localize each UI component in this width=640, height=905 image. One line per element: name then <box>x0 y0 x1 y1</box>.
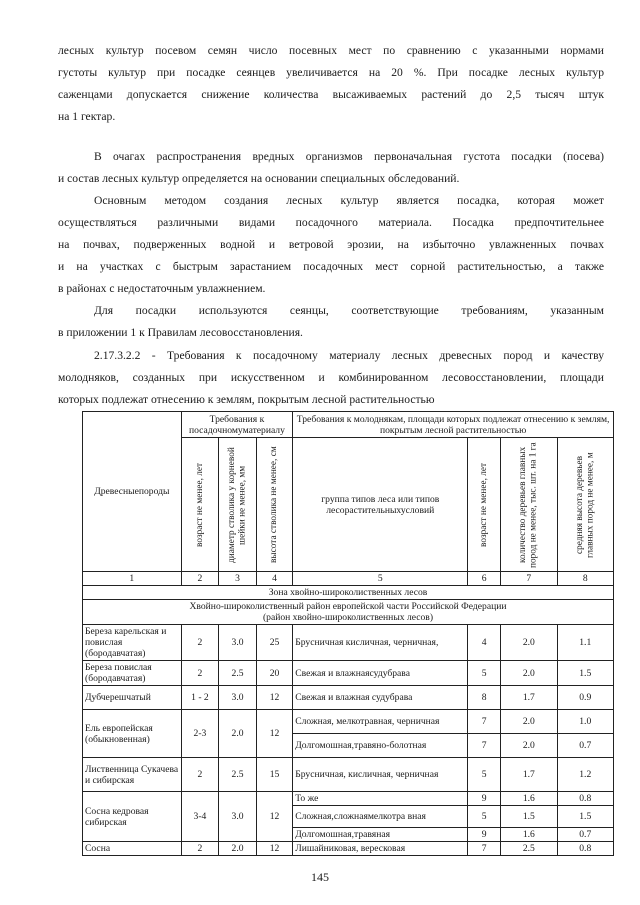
cell-height: 12 <box>256 792 292 842</box>
cell-species: Береза карельская и повислая (бородавчатая) <box>83 625 182 661</box>
text-line: и на участках с быстрым зарастанием посадочных мест сорной растительностью, а также <box>58 260 604 273</box>
text-line: густоты культур при посадке сеянцев увеличивается на 20 %. При посадке лесных культур <box>58 66 604 79</box>
text-line: которых подлежат отнесению к землям, покрытым лесной растительностью <box>58 393 435 406</box>
col-number: 5 <box>293 572 468 586</box>
col-number: 3 <box>219 572 257 586</box>
cell-species: Лиственница Сукачева и сибирская <box>83 758 182 792</box>
cell-forest-type: Лишайниковая, вересковая <box>293 842 468 856</box>
paragraph-4 <box>58 300 604 344</box>
cell-diameter: 2.0 <box>219 842 257 856</box>
cell-diameter: 3.0 <box>219 625 257 661</box>
cell-avg-height: 0.8 <box>557 792 613 806</box>
cell-avg-height: 1.5 <box>557 661 613 686</box>
header-diameter: диаметр стволика у корневой шейки не менее, мм <box>219 438 257 572</box>
table-row <box>83 686 614 710</box>
cell-forest-type: Сложная,сложнаямелкотра вная <box>293 806 468 828</box>
col-number: 6 <box>468 572 501 586</box>
table-row <box>83 842 614 856</box>
cell-avg-height: 1.2 <box>557 758 613 792</box>
cell-avg-height: 1.5 <box>557 806 613 828</box>
cell-forest-type: То же <box>293 792 468 806</box>
cell-avg-height: 0.7 <box>557 828 613 842</box>
cell-count: 2.0 <box>501 734 557 758</box>
cell-count: 1.7 <box>501 686 557 710</box>
cell-age: 1 - 2 <box>181 686 219 710</box>
text-line: на почвах, подверженных водной и ветровой эрозии, на избыточно увлажненных почвах <box>58 238 604 251</box>
cell-diameter: 2.0 <box>219 710 257 758</box>
cell-young-age: 4 <box>468 625 501 661</box>
cell-species: Дубчерешчатый <box>83 686 182 710</box>
cell-species: Сосна кедровая сибирская <box>83 792 182 842</box>
cell-species: Береза повислая (бородавчатая) <box>83 661 182 686</box>
cell-avg-height: 0.7 <box>557 734 613 758</box>
page-number: 145 <box>311 870 329 884</box>
cell-height: 12 <box>256 842 292 856</box>
table-row <box>83 661 614 686</box>
header-age: возраст не менее, лет <box>181 438 219 572</box>
cell-height: 12 <box>256 686 292 710</box>
paragraph-5 <box>58 345 604 411</box>
cell-avg-height: 0.9 <box>557 686 613 710</box>
table-row <box>83 758 614 792</box>
cell-count: 1.6 <box>501 792 557 806</box>
cell-count: 2.0 <box>501 710 557 734</box>
text-line: 2.17.3.2.2 - Требования к посадочному материалу лесных древесных пород и качеству <box>94 349 604 362</box>
zone-title: Зона хвойно-широколиственных лесов <box>83 586 614 600</box>
paragraph-1 <box>58 40 604 128</box>
cell-count: 2.0 <box>501 625 557 661</box>
cell-young-age: 5 <box>468 806 501 828</box>
cell-young-age: 5 <box>468 758 501 792</box>
cell-species: Ель европейская (обыкновенная) <box>83 710 182 758</box>
cell-diameter: 2.5 <box>219 758 257 792</box>
cell-young-age: 7 <box>468 710 501 734</box>
cell-diameter: 3.0 <box>219 792 257 842</box>
header-young-age: возраст не менее, лет <box>468 438 501 572</box>
cell-forest-type: Долгомошная,травяно-болотная <box>293 734 468 758</box>
text-line: в приложении 1 к Правилам лесовосстановления. <box>58 326 303 339</box>
cell-young-age: 7 <box>468 842 501 856</box>
cell-count: 2.5 <box>501 842 557 856</box>
col-number: 1 <box>83 572 182 586</box>
cell-young-age: 5 <box>468 661 501 686</box>
cell-avg-height: 1.1 <box>557 625 613 661</box>
column-numbers-row <box>83 572 614 586</box>
cell-forest-type: Свежая и влажная судубрава <box>293 686 468 710</box>
cell-diameter: 2.5 <box>219 661 257 686</box>
col-number: 4 <box>256 572 292 586</box>
header-young-requirements: Требования к молоднякам, площади которых подлежат отнесению к землям, покрытым лесной растительностью <box>293 412 614 438</box>
cell-young-age: 9 <box>468 792 501 806</box>
cell-height: 25 <box>256 625 292 661</box>
cell-height: 20 <box>256 661 292 686</box>
cell-avg-height: 1.0 <box>557 710 613 734</box>
requirements-table <box>82 411 614 856</box>
paragraph-2 <box>58 146 604 190</box>
cell-forest-type: Долгомошная,травяная <box>293 828 468 842</box>
col-number: 7 <box>501 572 557 586</box>
col-number: 8 <box>557 572 613 586</box>
cell-age: 2 <box>181 661 219 686</box>
cell-forest-type: Брусничная кисличная, черничная, <box>293 625 468 661</box>
header-species: Древесныепороды <box>83 412 182 572</box>
header-count: количество деревьев главных пород не менее, тыс. шт. на 1 га <box>501 438 557 572</box>
cell-height: 15 <box>256 758 292 792</box>
text-line: молодняков, созданных при искусственном и комбинированном лесовосстановлении, площади <box>58 371 604 384</box>
cell-diameter: 3.0 <box>219 686 257 710</box>
col-number: 2 <box>181 572 219 586</box>
text-line: Для посадки используются сеянцы, соответствующие требованиям, указанным <box>94 304 604 317</box>
text-line: В очагах распространения вредных организмов первоначальная густота посадки (посева) <box>94 150 604 163</box>
cell-young-age: 7 <box>468 734 501 758</box>
cell-young-age: 8 <box>468 686 501 710</box>
header-height: высота стволика не менее, см <box>256 438 292 572</box>
cell-age: 2 <box>181 758 219 792</box>
cell-count: 2.0 <box>501 661 557 686</box>
paragraph-3 <box>58 190 604 300</box>
cell-age: 2 <box>181 842 219 856</box>
cell-count: 1.6 <box>501 828 557 842</box>
header-avg-height: средняя высота деревьев главных пород не менее, м <box>557 438 613 572</box>
table-row <box>83 625 614 661</box>
text-line: Основным методом создания лесных культур является посадка, которая может <box>94 194 604 207</box>
cell-forest-type: Свежая и влажнаясудубрава <box>293 661 468 686</box>
text-line: саженцами допускается снижение количества высаживаемых растений до 2,5 тысяч штук <box>58 88 604 101</box>
text-line: и состав лесных культур определяется на основании специальных обследований. <box>58 172 460 185</box>
cell-species: Сосна <box>83 842 182 856</box>
table-row <box>83 792 614 806</box>
cell-young-age: 9 <box>468 828 501 842</box>
region-title-line: (район хвойно-широколиственных лесов) <box>262 612 434 623</box>
header-forest-type: группа типов леса или типов лесорастительныхусловий <box>293 438 468 572</box>
header-planting-requirements: Требования к посадочномуматериалу <box>181 412 293 438</box>
table-row <box>83 710 614 734</box>
text-line: в районах с недостаточным увлажнением. <box>58 282 266 295</box>
text-line: лесных культур посевом семян число посевных мест по сравнению с указанными нормами <box>58 44 604 57</box>
cell-count: 1.7 <box>501 758 557 792</box>
text-line: осуществляться различными видами посадочного материала. Посадка предпочтительнее <box>58 216 604 229</box>
text-line: на 1 гектар. <box>58 110 116 123</box>
cell-avg-height: 0.8 <box>557 842 613 856</box>
cell-count: 1.5 <box>501 806 557 828</box>
region-title <box>83 600 614 625</box>
region-title-line: Хвойно-широколиственный район европейской части Российской Федерации <box>189 601 507 612</box>
cell-age: 2-3 <box>181 710 219 758</box>
cell-age: 2 <box>181 625 219 661</box>
cell-forest-type: Брусничная, кисличная, черничная <box>293 758 468 792</box>
cell-age: 3-4 <box>181 792 219 842</box>
cell-forest-type: Сложная, мелкотравная, черничная <box>293 710 468 734</box>
cell-height: 12 <box>256 710 292 758</box>
